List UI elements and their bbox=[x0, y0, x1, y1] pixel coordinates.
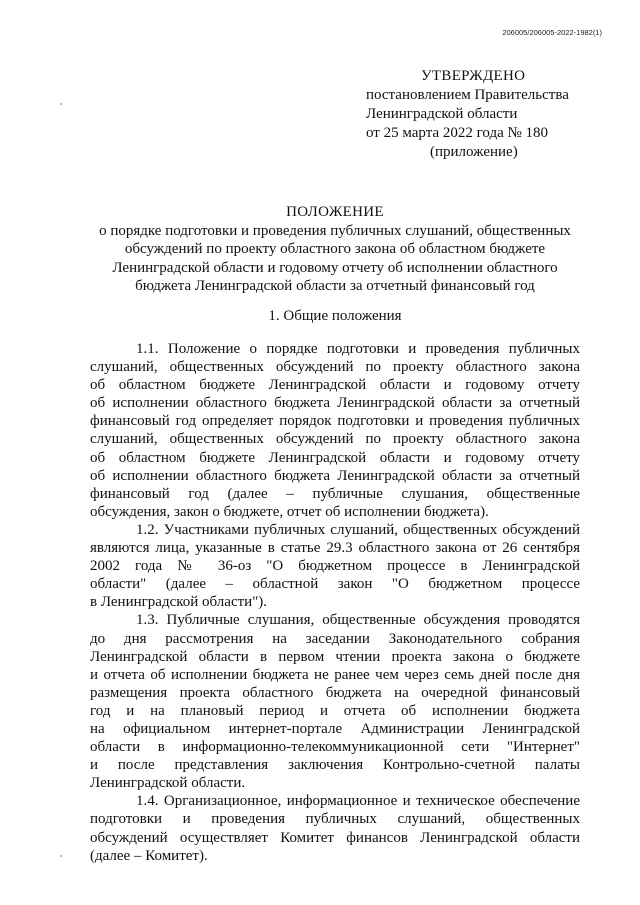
paragraph-line: финансовый год определяет порядок подготовки и проведения публичных bbox=[90, 413, 580, 430]
paragraph-line: об исполнении областного бюджета Ленинградской области за отчетный bbox=[90, 467, 580, 484]
paragraph-line: и после представления заключения Контрольно-счетной палаты bbox=[90, 757, 580, 774]
paragraph-line: подготовки и проведения публичных слушаний, общественных bbox=[90, 811, 580, 828]
document-subtitle-line: обсуждений по проекту областного закона об областном бюджете bbox=[124, 241, 546, 257]
document-body bbox=[90, 340, 580, 865]
paragraph-line: (далее – Комитет). bbox=[90, 847, 208, 864]
paragraph-line: 1.4. Организационное, информационное и техническое обеспечение bbox=[136, 793, 580, 810]
paragraph-line: области" (далее – областной закон "О бюджетном процессе bbox=[90, 576, 580, 593]
approval-stamp bbox=[366, 67, 569, 162]
paragraph-line: 1.1. Положение о порядке подготовки и проведения публичных bbox=[136, 341, 580, 357]
section-heading: 1. Общие положения bbox=[268, 308, 402, 324]
paragraph-line: и отчета об исполнении бюджета не ранее чем через семь дней после дня bbox=[90, 666, 580, 683]
approval-note: (приложение) bbox=[430, 144, 518, 160]
paragraph-line: слушаний, общественных обсуждений по проекту областного закона bbox=[90, 359, 580, 376]
paragraph-line: об областном бюджете Ленинградской области и годовому отчету bbox=[90, 377, 580, 394]
document-title: ПОЛОЖЕНИЕ bbox=[286, 204, 384, 220]
paragraph-1-1 bbox=[90, 340, 580, 521]
document-subtitle-line: о порядке подготовки и проведения публичных слушаний, общественных bbox=[99, 222, 571, 239]
paragraph-line: в Ленинградской области"). bbox=[90, 594, 268, 611]
approval-line: постановлением Правительства bbox=[366, 87, 569, 103]
paragraph-line: являются лица, указанные в статье 29.3 областного закона от 26 сентября bbox=[90, 540, 580, 557]
paragraph-line: Ленинградской области. bbox=[90, 775, 246, 792]
paragraph-line: Ленинградской области в первом чтении проекта закона о бюджете bbox=[90, 648, 580, 665]
paragraph-line: год и на плановый период и отчета об исполнении бюджета bbox=[90, 702, 580, 719]
paragraph-line: 2002 года № 36-оз "О бюджетном процессе в Ленинградской bbox=[90, 558, 580, 575]
paragraph-line: об областном бюджете Ленинградской области и годовому отчету bbox=[90, 449, 580, 466]
paragraph-1-3 bbox=[90, 611, 580, 792]
scan-mark bbox=[60, 103, 62, 105]
approval-line: Ленинградской области bbox=[366, 106, 518, 122]
approval-line: от 25 марта 2022 года № 180 bbox=[366, 125, 549, 141]
paragraph-line: слушаний, общественных обсуждений по проекту областного закона bbox=[90, 431, 580, 448]
paragraph-line: обсуждения, закон о бюджете, отчет об исполнении бюджета). bbox=[90, 503, 489, 520]
approval-heading: УТВЕРЖДЕНО bbox=[421, 68, 526, 84]
paragraph-1-2 bbox=[90, 521, 580, 611]
paragraph-line: обсуждений осуществляет Комитет финансов Ленинградской области bbox=[90, 829, 580, 846]
paragraph-line: размещения проекта областного бюджета на очередной финансовый bbox=[90, 684, 580, 701]
document-id: 206005/206005-2022-1982(1) bbox=[502, 28, 602, 37]
paragraph-line: 1.2. Участниками публичных слушаний, общественных обсуждений bbox=[136, 521, 580, 538]
document-title-block bbox=[90, 203, 580, 296]
document-subtitle-line: Ленинградской области и годовому отчету об исполнении областного bbox=[112, 259, 558, 276]
paragraph-line: об исполнении областного бюджета Ленинградской области за отчетный bbox=[90, 395, 580, 412]
scan-mark bbox=[60, 855, 62, 857]
paragraph-line: финансовый год (далее – публичные слушания, общественные bbox=[90, 485, 580, 502]
document-subtitle-line: бюджета Ленинградской области за отчетный финансовый год bbox=[135, 278, 535, 294]
paragraph-1-4 bbox=[90, 792, 580, 864]
paragraph-line: на официальном интернет-портале Администрации Ленинградской bbox=[90, 720, 580, 737]
paragraph-line: 1.3. Публичные слушания, общественные обсуждения проводятся bbox=[136, 612, 580, 629]
paragraph-line: до дня рассмотрения на заседании Законодательного собрания bbox=[90, 630, 580, 647]
paragraph-line: области в информационно-телекоммуникационной сети "Интернет" bbox=[90, 739, 580, 756]
